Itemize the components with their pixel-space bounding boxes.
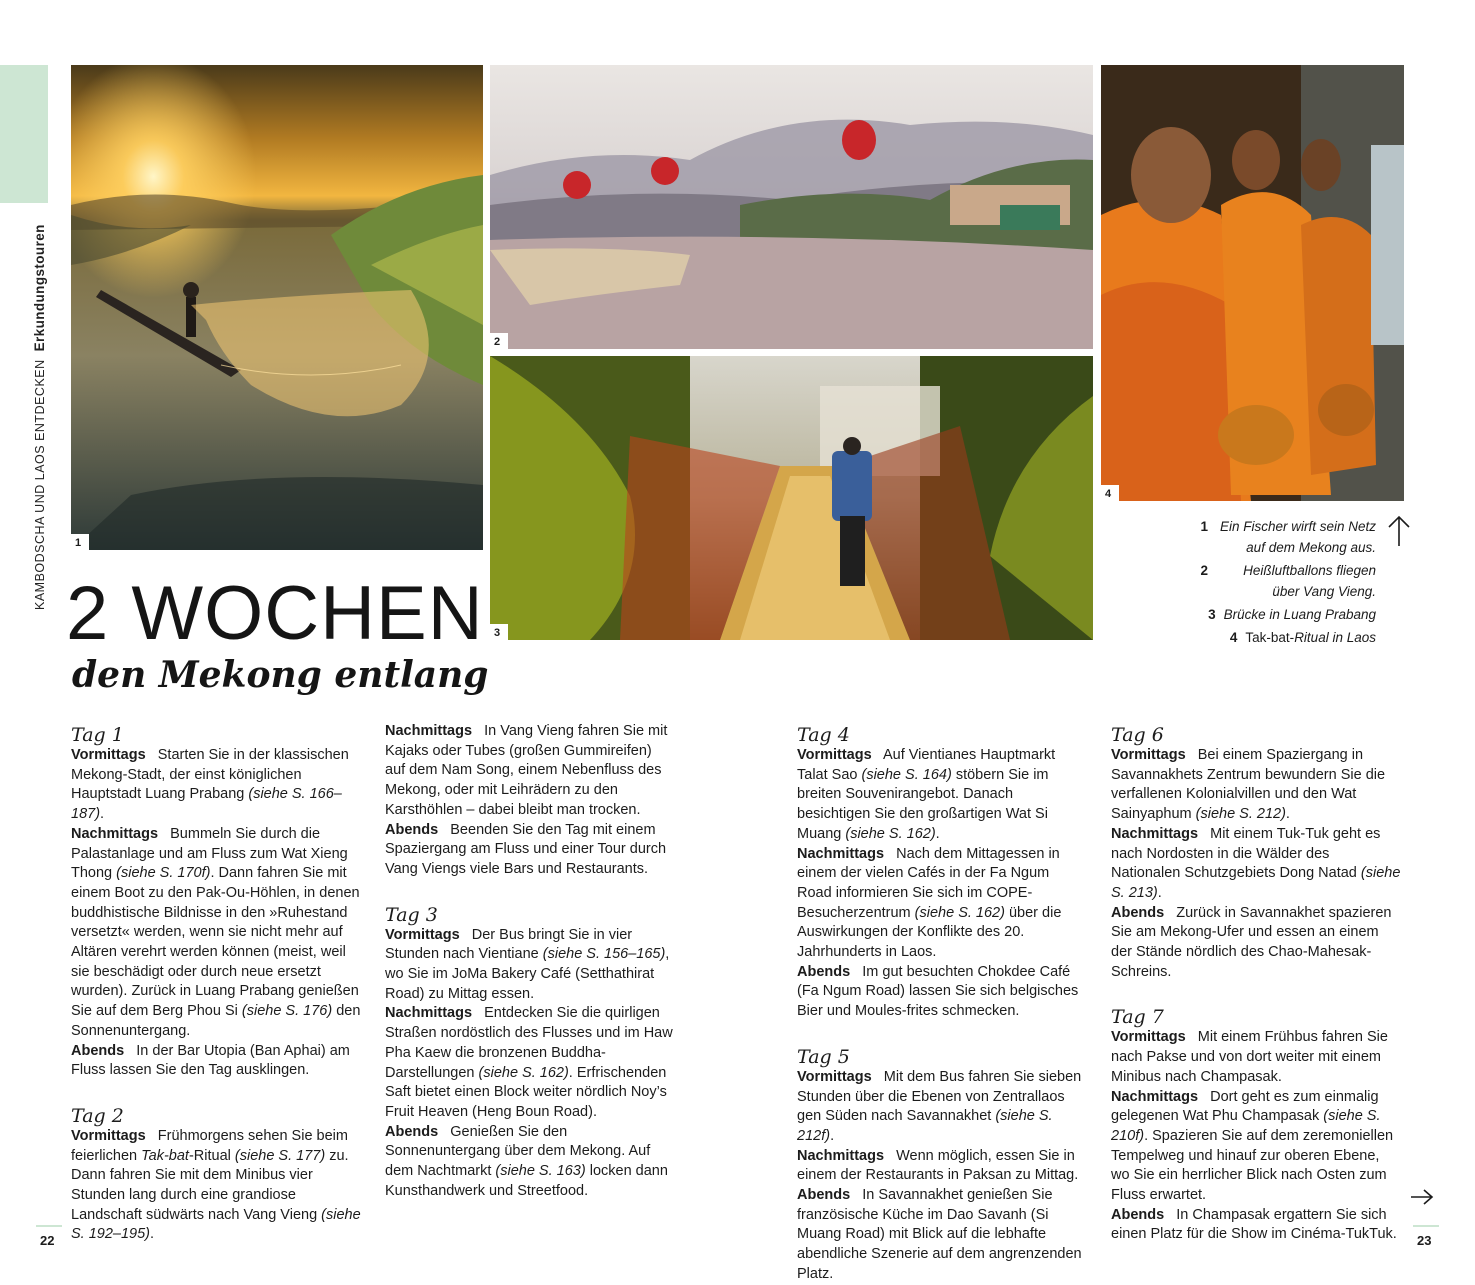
itinerary-column-3 (797, 722, 1087, 1285)
arrow-up-icon (1384, 514, 1414, 548)
time-label: Vormittags (71, 1127, 146, 1144)
caption-text-roman: Tak-bat- (1245, 630, 1295, 645)
day-paragraph (797, 1186, 1087, 1285)
body-text: locken dann Kunsthandwerk und Streetfood. (385, 1163, 668, 1199)
time-label: Abends (797, 1187, 851, 1204)
caption-item (1140, 516, 1376, 558)
photo-number: 4 (1101, 485, 1119, 501)
caption-number: 4 (1229, 630, 1238, 645)
page-title: 2 WOCHEN (66, 571, 484, 656)
page-reference: (siehe S. 164) (861, 766, 952, 783)
page-reference: (siehe S. 212) (1195, 806, 1286, 823)
caption-number: 2 (1200, 563, 1208, 578)
day-paragraph (1111, 1206, 1401, 1245)
day-paragraph (385, 1123, 675, 1202)
body-text: Zurück in Savannakhet spazieren Sie am Mekong-Ufer und essen an einem der Stände nördlich des Chao-Mahesak-Schreins. (1111, 904, 1392, 980)
time-label: Nachmittags (797, 1147, 885, 1164)
body-text: Starten Sie in der klassischen Mekong-Stadt, der einst königlichen Hauptstadt Luang Prabang (71, 747, 349, 803)
body-text: Genießen Sie den Sonnenuntergang über dem Mekong. Auf dem Nachtmarkt (385, 1123, 651, 1180)
time-label: Nachmittags (385, 1005, 473, 1022)
chapter-label-section: Erkundungstouren (32, 224, 47, 352)
day-heading: Tag 5 (797, 1045, 850, 1068)
page-number-right: 23 (1417, 1233, 1432, 1248)
page-reference: (siehe S. 166–187) (71, 786, 342, 823)
photo-bridge (490, 356, 1093, 640)
body-text: . Erfrischenden Saft bietet einen Block weiter nördlich Noy’s Fruit Heaven (Heng Boun Road). (385, 1064, 667, 1120)
time-label: Nachmittags (797, 845, 885, 862)
day-paragraph (71, 1127, 361, 1245)
page-reference: (siehe S. 213) (1111, 865, 1401, 901)
page-reference: (siehe S. 212f) (797, 1108, 1053, 1144)
itinerary-column-2 (385, 722, 675, 1201)
body-text: . Spazieren Sie auf dem zeremoniellen Tempelweg und hinauf zur oberen Ebene, wo Sie ein herrlicher Blick nach Osten zum Fluss erwartet. (1111, 1127, 1394, 1204)
body-text: den Sonnenuntergang. (71, 1003, 361, 1039)
caption-item (1140, 560, 1376, 602)
day-paragraph (385, 821, 675, 880)
photo-number: 3 (490, 624, 508, 640)
page-reference: (siehe S. 162) (914, 904, 1005, 921)
time-label: Abends (71, 1042, 125, 1059)
time-label: Vormittags (385, 926, 460, 943)
day-paragraph (797, 845, 1087, 963)
caption-text-italic: Ritual in Laos (1294, 630, 1376, 645)
time-label: Abends (797, 963, 851, 980)
body-text: Entdecken Sie die quirligen Straßen nordöstlich des Flusses und im Haw Pha Kaew die bronzenen Buddha-Darstellungen (385, 1005, 673, 1081)
body-text: . (935, 825, 940, 842)
body-text: . (150, 1226, 155, 1243)
caption-item (1140, 604, 1376, 625)
day-paragraph (1111, 904, 1401, 983)
body-text: Im gut besuchten Chokdee Café (Fa Ngum Road) lassen Sie sich belgisches Bier und Moules-frites schmecken. (797, 963, 1079, 1020)
body-text: über die Auswirkungen der Konflikte des 20. Jahrhunderts in Laos. (797, 904, 1062, 961)
day-paragraph (1111, 1028, 1401, 1087)
page-reference: (siehe S. 177) (234, 1147, 326, 1164)
time-label: Vormittags (71, 747, 146, 763)
page-reference: (siehe S. 176) (241, 1003, 333, 1020)
day-heading: Tag 1 (71, 724, 124, 746)
body-text: -Ritual (188, 1147, 231, 1164)
caption-text: Brücke in Luang Prabang (1223, 607, 1376, 622)
itinerary-column-4 (1111, 722, 1401, 1245)
body-text: Bei einem Spaziergang in Savannakhets Zentrum bewundern Sie die verfallenen Kolonialvillen und den Wat Sainyaphum (1111, 747, 1386, 823)
time-label: Abends (1111, 1206, 1165, 1223)
day-paragraph (797, 746, 1087, 845)
emphasis-text: Tak-bat (141, 1147, 189, 1164)
photo-captions (1140, 516, 1376, 650)
caption-item (1140, 627, 1376, 648)
time-label: Vormittags (797, 1068, 872, 1085)
body-text: Mit einem Frühbus fahren Sie nach Pakse und von dort weiter mit einem Minibus nach Champasak. (1111, 1029, 1388, 1085)
day-heading: Tag 3 (385, 903, 438, 926)
day-paragraph (797, 963, 1087, 1022)
time-label: Abends (385, 821, 439, 838)
body-text: In Champasak ergattern Sie sich einen Platz für die Show im Cinéma-TukTuk. (1111, 1206, 1397, 1243)
page-number-left: 22 (40, 1233, 55, 1248)
body-text: In der Bar Utopia (Ban Aphai) am Fluss lassen Sie den Tag ausklingen. (71, 1042, 350, 1079)
body-text: Auf Vientianes Hauptmarkt Talat Sao (797, 747, 1056, 783)
day-paragraph (1111, 746, 1401, 825)
time-label: Vormittags (1111, 747, 1186, 763)
body-text: . Dann fahren Sie mit einem Boot zu den Pak-Ou-Höhlen, in denen buddhistische Bildnisse in den »Ruhestand versetzt« werden, wenn sie nicht mehr auf Altären verehrt werden können (meist, weil sie beschädigt oder durch neue ersetzt wurden). Zurück in Luang Prabang genießen Sie auf dem Berg Phou Si (71, 865, 360, 1020)
day-paragraph: Vormittags Starten Sie in der klassischen Mekong-Stadt, der einst königlichen Hauptstadt Luang Prabang (siehe S. 166–187). (71, 747, 349, 823)
caption-number: 3 (1208, 607, 1216, 622)
body-text: , wo Sie im JoMa Bakery Café (Setthathirat Road) zu Mittag essen. (385, 946, 670, 1002)
body-text: In Vang Vieng fahren Sie mit Kajaks oder Tubes (großen Gummireifen) auf dem Nam Song, einem Nebenfluss des Mekong, oder mit Leihrädern zu den Karsthöhlen – dabei bleibt man trocken. (385, 723, 668, 818)
time-label: Nachmittags (1111, 1088, 1199, 1105)
day-paragraph (71, 1042, 361, 1081)
caption-text: Heißluftballons fliegen über Vang Vieng. (1243, 563, 1376, 599)
page-reference: (siehe S. 162) (845, 825, 936, 842)
arrow-right-icon[interactable] (1408, 1187, 1436, 1207)
body-text: In Savannakhet genießen Sie französische Küche im Dao Savanh (Si Muang Road) mit Blick auf die lebhafte abendliche Szenerie auf dem angrenzenden Platz. (797, 1187, 1082, 1282)
time-label: Nachmittags (385, 723, 473, 739)
body-text: Mit dem Bus fahren Sie sieben Stunden über die Ebenen von Zentrallaos gen Süden nach Savannakhet (797, 1068, 1082, 1125)
caption-text (1245, 627, 1376, 648)
day-paragraph (385, 1004, 675, 1122)
body-text: Beenden Sie den Tag mit einem Spaziergang am Fluss und einer Tour durch Vang Viengs viele Bars und Restaurants. (385, 821, 667, 877)
page-reference: (siehe S. 162) (478, 1064, 569, 1081)
photo-number: 2 (490, 333, 508, 349)
time-label: Vormittags (1111, 1029, 1186, 1046)
day-heading: Tag 2 (71, 1104, 124, 1127)
page-reference: (siehe S. 192–195) (71, 1206, 361, 1243)
body-text: . (830, 1127, 835, 1144)
body-text: zu. Dann fahren Sie mit dem Minibus vier Stunden lang durch eine grandiose Landschaft südwärts nach Vang Vieng (71, 1147, 349, 1223)
chapter-label-country: KAMBODSCHA UND LAOS ENTDECKEN (33, 359, 47, 610)
chapter-label (25, 190, 55, 610)
body-text: Frühmorgens sehen Sie beim feierlichen (71, 1127, 348, 1164)
time-label: Abends (385, 1123, 439, 1140)
page-reference: (siehe S. 156–165) (542, 946, 666, 963)
day-paragraph (71, 825, 361, 1042)
day-paragraph (797, 1147, 1087, 1186)
day-heading: Tag 4 (797, 724, 850, 746)
time-label: Nachmittags (1111, 825, 1199, 842)
day-paragraph (385, 926, 675, 1005)
body-text: Nach dem Mittagessen in einem der vielen Cafés in der Fa Ngum Road informieren Sie sich im COPE-Besucherzentrum (797, 845, 1060, 921)
body-text: . (1285, 806, 1290, 823)
caption-text: Ein Fischer wirft sein Netz auf dem Mekong aus. (1219, 519, 1376, 555)
body-text: Dort geht es zum einmalig gelegenen Wat Phu Champasak (1111, 1088, 1379, 1125)
day-paragraph (385, 722, 675, 821)
day-heading: Tag 7 (1111, 1006, 1164, 1029)
page-rule-left (36, 1225, 62, 1227)
body-text: Bummeln Sie durch die Palastanlage und am Fluss zum Wat Xieng Thong (71, 825, 348, 882)
day-heading: Tag 6 (1111, 724, 1164, 746)
time-label: Nachmittags (71, 825, 159, 842)
day-paragraph (1111, 1088, 1401, 1206)
time-label: Vormittags (797, 747, 872, 763)
itinerary-column-1 (71, 722, 361, 1245)
day-paragraph (1111, 825, 1401, 904)
page-reference: (siehe S. 170f) (116, 865, 211, 882)
photo-balloons (490, 65, 1093, 349)
page-reference: (siehe S. 163) (495, 1163, 586, 1180)
body-text: stöbern Sie im breiten Souvenirangebot. Danach besichtigen Sie den großartigen Wat Si Muang (797, 766, 1049, 842)
page-rule-right (1413, 1225, 1439, 1227)
day-paragraph (797, 1068, 1087, 1147)
photo-number: 1 (71, 534, 89, 550)
body-text: Der Bus bringt Sie in vier Stunden nach Vientiane (385, 926, 633, 963)
body-text: Wenn möglich, essen Sie in einem der Restaurants in Paksan zu Mittag. (797, 1147, 1079, 1184)
chapter-tab (0, 65, 48, 203)
photo-fisherman (71, 65, 483, 550)
page-reference: (siehe S. 210f) (1111, 1108, 1381, 1144)
body-text: . (1157, 884, 1162, 901)
body-text: Mit einem Tuk-Tuk geht es nach Nordosten in die Wälder des Nationalen Schutzgebiets Dong Natad (1111, 825, 1381, 882)
page-subtitle: den Mekong entlang (72, 654, 489, 696)
time-label: Abends (1111, 904, 1165, 921)
caption-number: 1 (1200, 519, 1208, 534)
photo-monks (1101, 65, 1404, 501)
